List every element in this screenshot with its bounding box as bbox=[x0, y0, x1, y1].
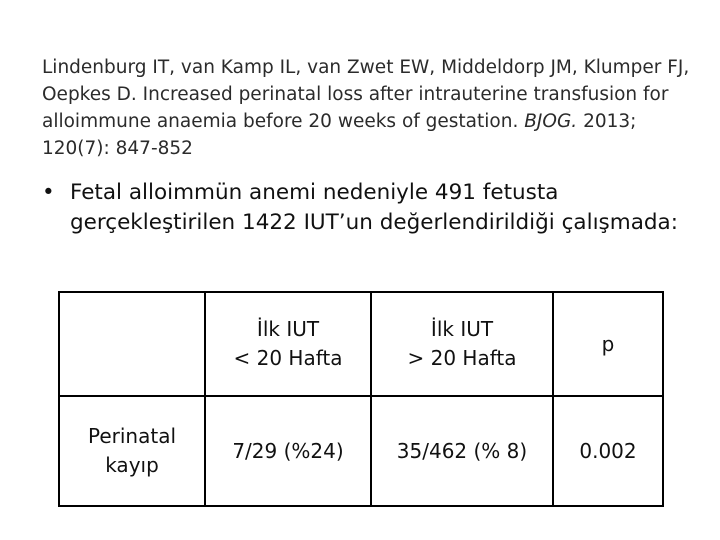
header-label: İlk IUT bbox=[430, 317, 494, 341]
results-table bbox=[58, 291, 664, 507]
citation-text bbox=[42, 54, 702, 162]
row-label: Perinatal bbox=[87, 424, 177, 448]
cell-before-20: 7/29 (%24) bbox=[205, 396, 371, 506]
row-label-cont: kayıp bbox=[105, 453, 159, 477]
citation-volume-pages: 2013; 120(7): 847-852 bbox=[42, 111, 637, 159]
header-label: p bbox=[601, 331, 615, 356]
bullet-text: Fetal alloimmün anemi nedeniyle 491 fetusta gerçekleştirilen 1422 IUT’un değerlendirildiği çalışmada: bbox=[70, 180, 678, 235]
header-empty-cell bbox=[59, 292, 205, 396]
header-first-iut-before-20 bbox=[205, 292, 371, 396]
citation-authors-title: Lindenburg IT, van Kamp IL, van Zwet EW, Middeldorp JM, Klumper FJ, Oepkes D. Increased perinatal loss after intrauterine transfusion for alloimmune anaemia before 20 weeks of gestation. bbox=[42, 57, 690, 132]
header-p-value bbox=[553, 292, 663, 396]
header-label: İlk IUT bbox=[256, 317, 320, 341]
cell-after-20: 35/462 (% 8) bbox=[371, 396, 553, 506]
citation-journal: BJOG. bbox=[524, 111, 578, 132]
bullet-icon: • bbox=[42, 180, 55, 205]
header-first-iut-after-20 bbox=[371, 292, 553, 396]
header-sublabel: > 20 Hafta bbox=[407, 346, 517, 370]
table-row bbox=[59, 396, 663, 506]
table-header-row bbox=[59, 292, 663, 396]
row-label-cell bbox=[59, 396, 205, 506]
header-sublabel: < 20 Hafta bbox=[233, 346, 343, 370]
summary-bullet bbox=[42, 178, 710, 238]
cell-p-value: 0.002 bbox=[553, 396, 663, 506]
